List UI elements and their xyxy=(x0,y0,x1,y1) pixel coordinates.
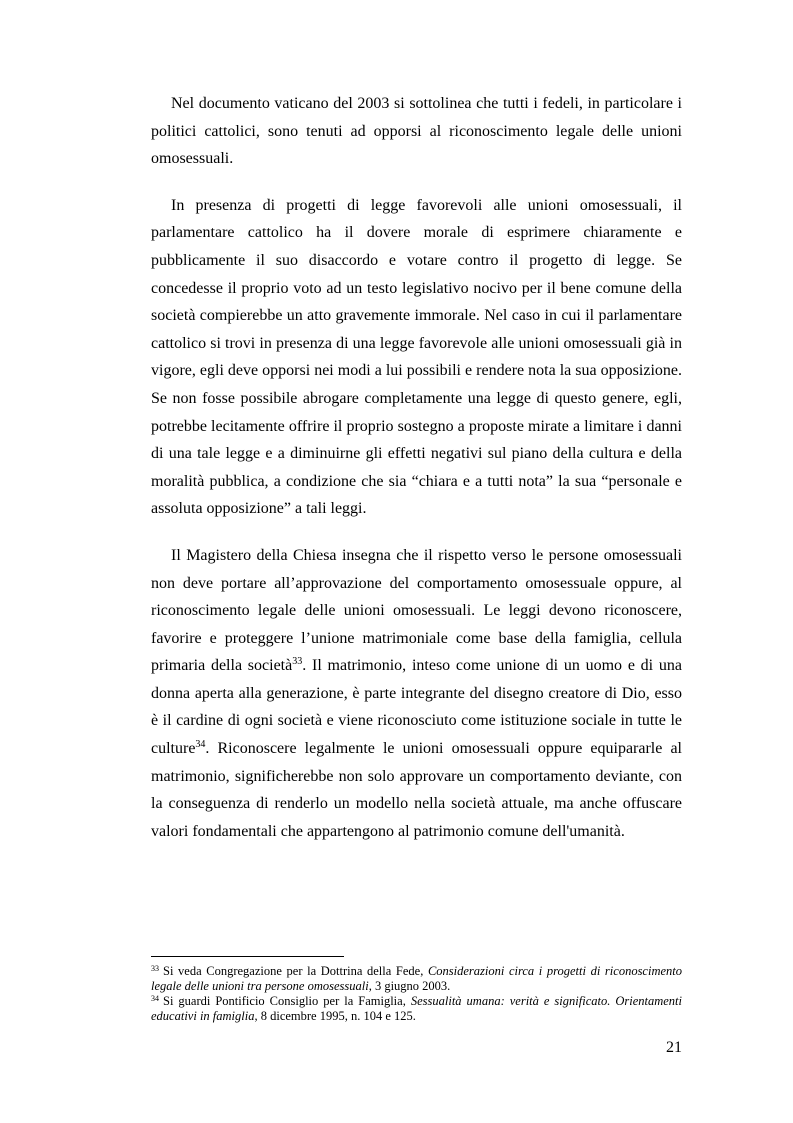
footnote-33 xyxy=(151,964,682,994)
footnote-text-end: , 3 giugno 2003. xyxy=(368,979,451,993)
footnote-text: Si guardi Pontificio Consiglio per la Famiglia, xyxy=(163,994,411,1008)
footnotes-section xyxy=(151,956,682,1024)
page-body xyxy=(151,90,682,845)
footnote-text: Si veda Congregazione per la Dottrina della Fede, xyxy=(163,964,428,978)
footnote-title: Considerazioni circa i progetti di riconoscimento legale delle unioni tra persone omosessuali xyxy=(151,964,682,993)
paragraph-3-part-3: . Riconoscere legalmente le unioni omosessuali oppure equipararle al matrimonio, significherebbe non solo approvare un comportamento deviante, con la conseguenza di renderlo un modello nella società attuale, ma anche offuscare valori fondamentali che appartengono al patrimonio comune dell'umanità. xyxy=(151,740,682,840)
footnote-ref-34[interactable]: 34 xyxy=(195,739,206,751)
footnote-number: 33 xyxy=(151,964,159,973)
footnote-number: 34 xyxy=(151,994,159,1003)
paragraph-3-part-1: Il Magistero della Chiesa insegna che il rispetto verso le persone omosessuali non deve portare all’approvazione del comportamento omosessuale oppure, al riconoscimento legale delle unioni omosessuali. Le leggi devono riconoscere, favorire e proteggere l’unione matrimoniale come base della famiglia, cellula primaria della società xyxy=(151,546,682,675)
page-number: 21 xyxy=(666,1039,682,1056)
paragraph-3 xyxy=(151,542,682,846)
footnote-34 xyxy=(151,994,682,1024)
footnote-ref-33[interactable]: 33 xyxy=(292,656,303,668)
footnote-text-end: , 8 dicembre 1995, n. 104 e 125. xyxy=(254,1009,416,1023)
footnote-separator xyxy=(151,956,344,957)
paragraph-2: In presenza di progetti di legge favorevoli alle unioni omosessuali, il parlamentare cattolico ha il dovere morale di esprimere chiaramente e pubblicamente il suo disaccordo e votare contro il progetto di legge. Se concedesse il proprio voto ad un testo legislativo nocivo per il bene comune della società compierebbe un atto gravemente immorale. Nel caso in cui il parlamentare cattolico si trovi in presenza di una legge favorevole alle unioni omosessuali già in vigore, egli deve opporsi nei modi a lui possibili e rendere nota la sua opposizione. Se non fosse possibile abrogare completamente una legge di questo genere, egli, potrebbe lecitamente offrire il proprio sostegno a proposte mirate a limitare i danni di una tale legge e a diminuirne gli effetti negativi sul piano della cultura e della moralità pubblica, a condizione che sia “chiara e a tutti nota” la sua “personale e assoluta opposizione” a tali leggi. xyxy=(151,196,682,518)
paragraph-1: Nel documento vaticano del 2003 si sottolinea che tutti i fedeli, in particolare i politici cattolici, sono tenuti ad opporsi al riconoscimento legale delle unioni omosessuali. xyxy=(151,95,682,168)
paragraph-3-part-2: . Il matrimonio, inteso come unione di un uomo e di una donna aperta alla generazione, è parte integrante del disegno creatore di Dio, esso è il cardine di ogni società e viene riconosciuto come istituzione sociale in tutte le culture xyxy=(151,657,682,758)
footnote-title: Sessualità umana: verità e significato. Orientamenti educativi in famiglia xyxy=(151,994,682,1023)
